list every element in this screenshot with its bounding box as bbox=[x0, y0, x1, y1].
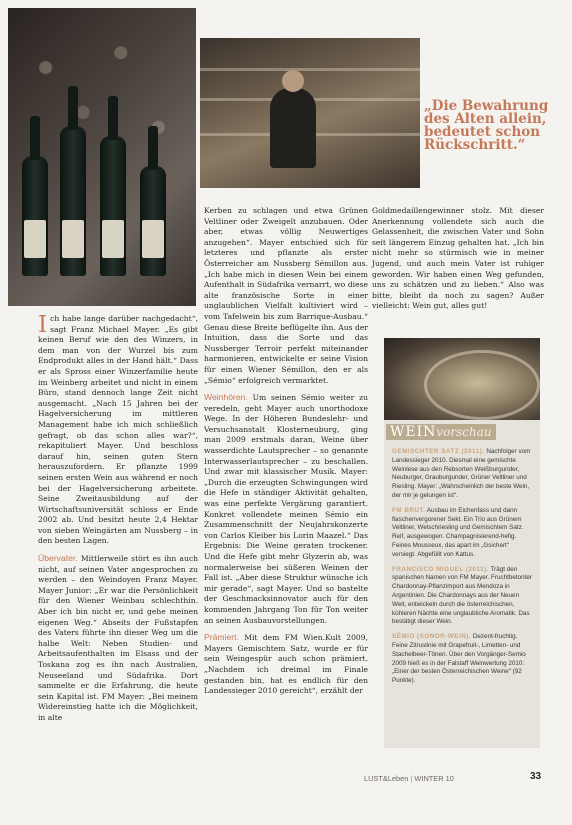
wine-entry-head: SÉMIO (SONOR-WEIN). bbox=[392, 633, 472, 641]
box-title bbox=[386, 424, 496, 440]
issue-label: WINTER 10 bbox=[414, 774, 454, 783]
paragraph: Mittlerweile stört es ihn auch nicht, auf seinen Vater angesprochen zu werden – den Weindoyen Franz Mayer. Mayer Junior: „Er war die Persönlichkeit für den Wiener Weinbau schlechthin. Aber ich bin nicht er, und gehe meinen eigenen Weg.“ Abseits der Fußstapfen des Vaters führte ihn dieser Weg um die halbe Welt: Neben Studien- und Arbeitsaufenthalten im Elsass und der Toskana zog es ihn nach Australien, Neuseeland und Südafrika. Dort sammelte er die Erfahrung, die heute sein Kapital ist. FM Mayer: „Bei meinem Widereinstieg hatte ich die Möglichkeit, in alte bbox=[38, 554, 198, 722]
wine-entry-text: Ausbau im Eichenfass und dann flaschenvergorener Sekt. Ein Trio aus Grünem Veltliner, Welschriesling und Gemischtem Satz. Reif, ausgewogen. Champagnisierend-hefig. Feines Mousseux, das apart im „Gsichert“ versiegt. Abgefüllt von Kattus. bbox=[392, 506, 524, 558]
magazine-name: LUST&Leben bbox=[364, 774, 409, 783]
wine-preview-list bbox=[392, 448, 534, 692]
subheading-praemiert: Prämiert. bbox=[204, 632, 239, 643]
wine-entry-head: FM BRUT. bbox=[392, 506, 426, 514]
wine-bottle bbox=[100, 136, 126, 276]
drop-cap: I bbox=[38, 312, 48, 338]
subheading-weinhoeren: Weinhören. bbox=[204, 392, 248, 403]
wine-entry bbox=[392, 633, 534, 686]
paragraph: Goldmedaillengewinner stolz. Mit dieser Anerkennung vollendete sich auch die Gelassenheit, die zwischen Vater und Sohn seit längerem Einzug gehalten hat. „Ich bin nicht mehr so stürmisch wie in meiner Jugend, und auch mein Vater ist ruhiger geworden. Wir haben einen Weg gefunden, uns zu schätzen und zu lieben.“ Also was bitte, bleibt da noch zu sagen? Außer vielleicht: Wein gut, alles gut! bbox=[372, 206, 544, 311]
page-footer bbox=[364, 774, 554, 783]
wine-bottle bbox=[140, 166, 166, 276]
box-title-main: WEIN bbox=[390, 424, 437, 440]
wine-bottle bbox=[22, 156, 48, 276]
wine-entry-text: Trägt den spanischen Namen von FM Mayer. Fruchtbetonter Chardonnay-Pflanzimport aus Mendoza in Argentinien. Die Chardonnays aus der Neuen Welt, entwickeln durch die österreichischen, kühleren Nächte eine unglaubliche Aromatik. Das bestätigt dieser Wein. bbox=[392, 565, 532, 626]
wine-entry-text: Nachfolger vom Landessieger 2010. Diesmal eine gemischte Weinlese aus den Rebsorten Weißburgunder, Neuburger, Grauburgunder, Grüner Veltliner und Riesling. Mayer: „Wahrscheinlich der beste Wein, der mir je gelungen ist“. bbox=[392, 448, 531, 499]
wine-entry bbox=[392, 566, 534, 628]
wine-entry bbox=[392, 448, 534, 501]
footer-separator: | bbox=[410, 774, 413, 783]
wine-entry-head: FRANCISCO MIGUEL (2011). bbox=[392, 565, 489, 573]
barrel-shape bbox=[424, 350, 540, 420]
paragraph: Kerben zu schlagen und etwa Grünen Veltliner oder Zweigelt anzubauen. Oder aber, etwas völlig Neuwertiges anzugehen“. Mayer entschied sich für letzteres und pflanzte als erster Österreicher am Nussberg Sémillon aus. „Ich habe mich in diesen Wein bei einem Aufenthalt in Südafrika vernarrt, wo diese alte französische Sorte in einer unglaublichen Vielfalt kultiviert wird – vom Tafelwein bis zum Barrique-Ausbau.“ Genau diese Breite beflügelte ihn. Aus der Intuition, dass die Sorte und das Nussberger Terroir perfekt miteinander harmonieren, entwickelte er seine Vision für einen Wiener Sémillon, den er als „Sémio“ erfolgreich vermarktet. bbox=[204, 206, 368, 385]
wine-bottle bbox=[60, 126, 86, 276]
barrel-photo bbox=[384, 338, 540, 420]
article-column-3 bbox=[372, 206, 544, 312]
box-title-script: vorschau bbox=[436, 425, 492, 439]
paragraph: Mit dem FM Wien.Kult 2009, Mayers Gemischtem Satz, wurde er für sein Weingespür auch schon prämiert. „Nachdem ich dreimal im Finale gestanden bin, hat es endlich für den Landessieger 2010 gereicht“, erzählt der bbox=[204, 633, 368, 696]
article-column-1 bbox=[38, 314, 198, 724]
winery-cellar-photo bbox=[200, 38, 420, 188]
paragraph: Um seinen Sémio weiter zu veredeln, geht Mayer auch unorthodoxe Wege. In der Höheren Bundeslehr- und Versuchsanstalt Klosterneuburg, ging man 2009 erstmals daran, Weine über wasserdichte Lautsprecher – so genannte Interwasserlautsprecher – zu beschallen. Und zwar mit klassischer Musik. Mayer: „Durch die erzeugten Schwingungen wird die Hefe in ständiger Aktivität gehalten, was eine perfekte Vergärung garantiert. Konkret vollendete meinen Sémio ein Zusammenschnitt der Neujahrskonzerte von Carlos Kleiber bis Lorin Maazel.“ Das Ergebnis: Die Weine geraten trockener. Und die Hefe gibt mehr Glyzerin ab, was normalerweise bei süßeren Weinen der Fall ist. „Aber diese Struktur wünsche ich mir gerade“, sagt Mayer. Und so bastelte der Geschmacksinnovator auch für den kommenden Jahrgang Ton für Ton weiter an seinen Ausbauvorstellungen. bbox=[204, 393, 368, 625]
article-column-2 bbox=[204, 206, 368, 697]
page-number: 33 bbox=[530, 771, 542, 782]
winemaker-figure bbox=[270, 88, 316, 168]
subheading-uebervater: Übervater. bbox=[38, 553, 78, 564]
pull-quote: „Die Bewahrung des Alten allein, bedeutet schon Rückschritt.“ bbox=[424, 98, 549, 153]
wine-entry-head: GEMISCHTER SATZ (2011). bbox=[392, 448, 485, 455]
intro-paragraph: ch habe lange darüber nachgedacht“, sagt Franz Michael Mayer. „Es gibt keinen Beruf wie den des Winzers, in dem man von der Wurzel bis zum Endprodukt alles in der Hand hält.“ Dass er als Spross einer Winzerfamilie heute im Weinberg arbeitet und nicht in einem Büro, stand dennoch lange Zeit nicht ausgemacht. „Nach 15 Jahren bei der Hagelversicherung im mittleren Management habe ich mich schließlich gefragt, ob das schon alles war?“, rekapituliert Mayer. Und beschloss darauf hin, seinen guten Stern herauszufordern. Er pflanzte 1999 seinen ersten Wein aus während er noch bei der Hagelversicherung arbeitete. Seine Zweitausbildung auf der Wirtschaftsuniversität schloss er Ende 2002 ab. Und besitzt heute 2,4 Hektar von sieben Weingärten am Nussberg – in den besten Lagen. bbox=[38, 314, 198, 546]
wine-entry bbox=[392, 507, 534, 560]
wine-bottles-photo bbox=[8, 8, 196, 306]
wine-entry-text: Dezent-fruchtig. Feine Zitruslinie mit Grapefruit-, Limetten- und Stachelbeer-Tönen. Über den Vorgänger-Semio 2009 hieß es in der Falstaff Weinwertung 2010: „Einer der besten Österreichischen Weine“ (92 Punkte). bbox=[392, 633, 526, 685]
